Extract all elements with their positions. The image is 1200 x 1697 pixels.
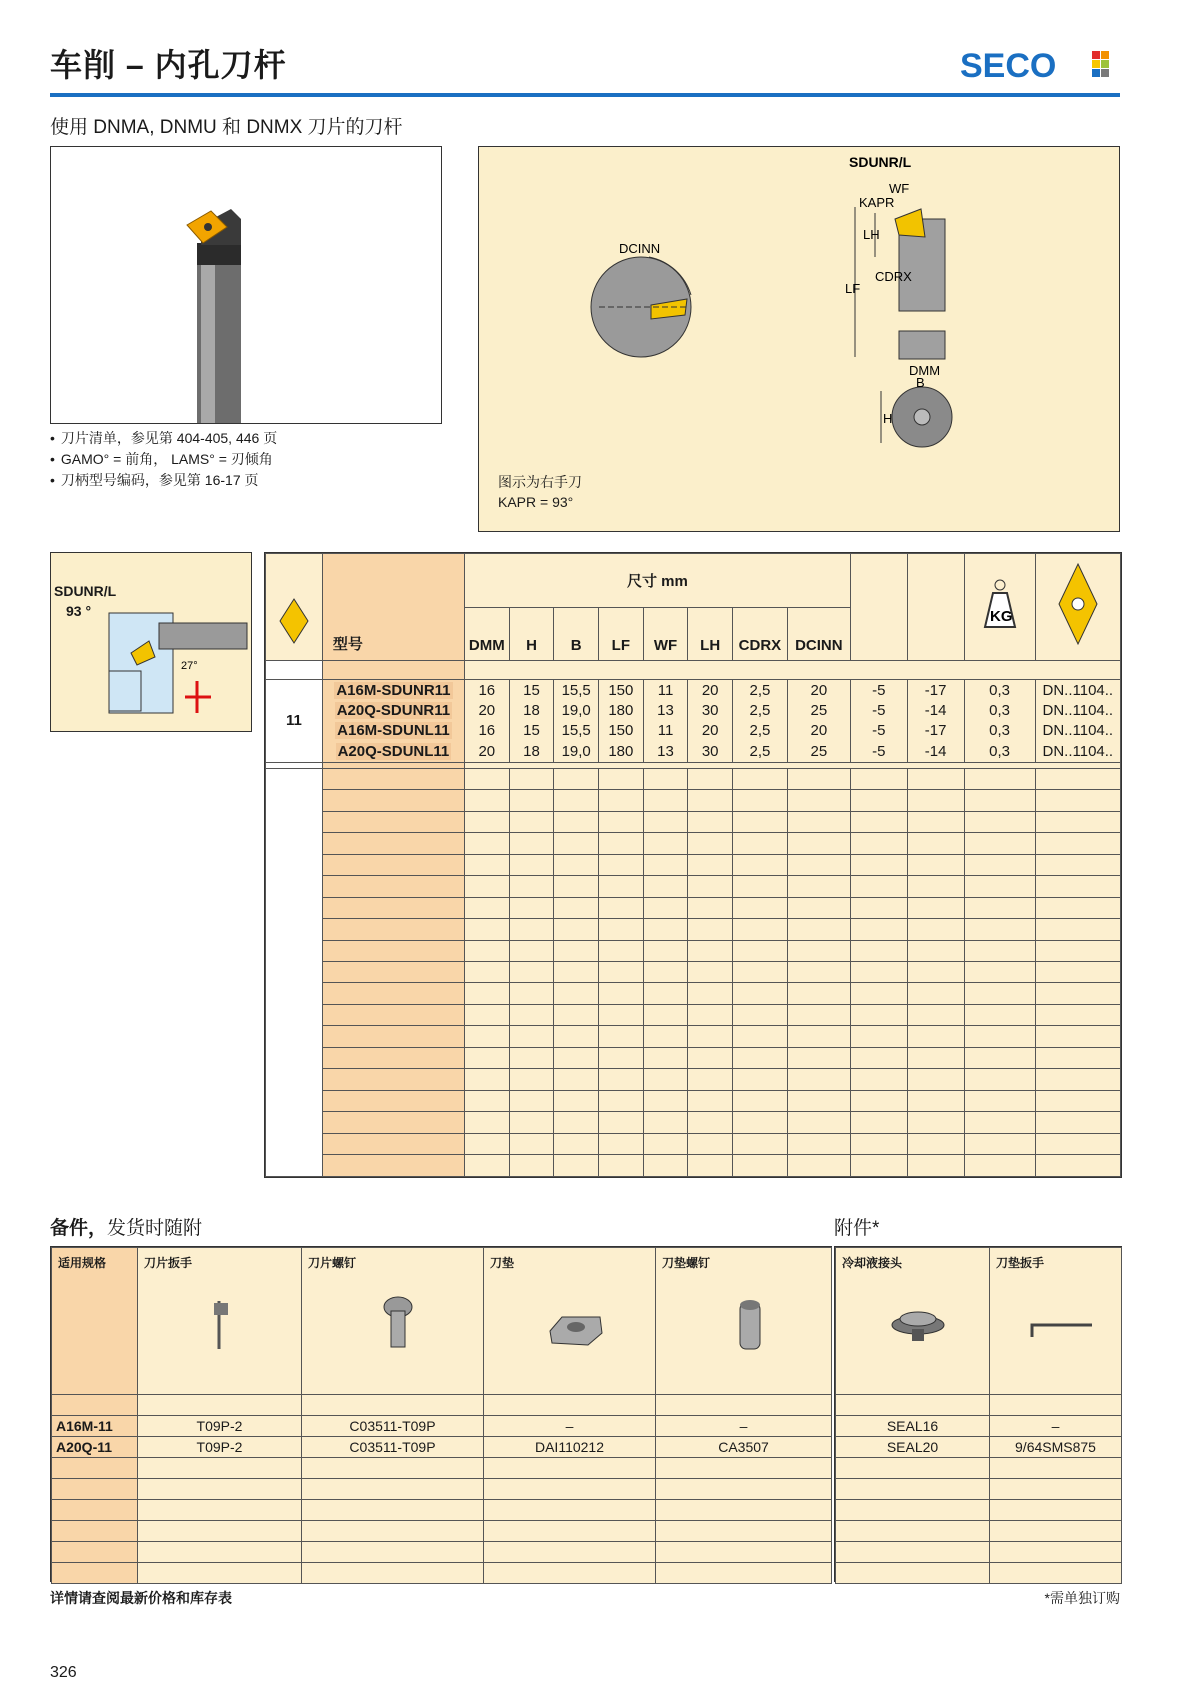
accessories-table: [834, 1246, 1122, 1582]
approach-angle-box: [50, 552, 252, 732]
spare-parts-table: [50, 1246, 832, 1582]
cell-cdrx: 2,5: [733, 700, 788, 720]
cell-cdrx: 2,5: [733, 741, 788, 762]
bullet-insert-list: • 刀片清单，参见第 404-405, 446 页: [50, 428, 277, 449]
cell-lams: -17: [907, 679, 964, 700]
insert-shape-header: [266, 554, 323, 661]
cell-lf: 180: [599, 700, 644, 720]
spare-parts-title-rest: 发货时随附: [107, 1218, 203, 1239]
cell-dmm: 20: [464, 741, 509, 762]
label-kapr: KAPR: [859, 195, 895, 210]
spec-cell: A20Q-11: [52, 1437, 138, 1458]
accessories-title: 附件*: [834, 1218, 880, 1239]
insert-key-icon: [144, 1271, 294, 1361]
cell-lh: 20: [688, 679, 733, 700]
cell-gamo: -5: [850, 679, 907, 700]
cell-dcinn: 25: [787, 700, 850, 720]
insert-key-cell: T09P-2: [138, 1416, 302, 1437]
insert-screw-icon: [308, 1271, 478, 1361]
cell-weight: 0,3: [964, 741, 1035, 762]
dimension-header: 尺寸 mm: [464, 554, 850, 608]
spare-parts-title: [50, 1213, 202, 1240]
cell-h: 18: [509, 741, 554, 762]
insert-screw-header: 刀片螺钉: [308, 1256, 357, 1270]
shim-cell: DAI110212: [484, 1437, 656, 1458]
cell-cdrx: 2,5: [733, 721, 788, 741]
cell-lf: 180: [599, 741, 644, 762]
cell-cdrx: 2,5: [733, 679, 788, 700]
coolant-fitting-icon: [842, 1271, 982, 1361]
side-box-small-angle: 27°: [181, 660, 198, 672]
logo-text: SECO: [960, 47, 1057, 82]
cell-dmm: 20: [464, 700, 509, 720]
cell-gamo: -5: [850, 741, 907, 762]
label-lf: LF: [845, 281, 861, 296]
label-wf: WF: [889, 181, 910, 196]
label-dcinn: DCINN: [619, 241, 661, 256]
col-dcinn: DCINN: [787, 607, 850, 661]
diagram-title: SDUNR/L: [849, 154, 912, 170]
col-wf: WF: [643, 607, 688, 661]
col-h: H: [509, 607, 554, 661]
page-title: 车削 – 内孔刀杆: [50, 47, 287, 83]
shim-cell: –: [484, 1416, 656, 1437]
shim-header: 刀垫: [490, 1256, 515, 1270]
shim-screw-cell: –: [656, 1416, 832, 1437]
table-row: [836, 1416, 1122, 1437]
cell-gamo: -5: [850, 700, 907, 720]
shim-icon: [490, 1271, 650, 1361]
cell-wf: 13: [643, 700, 688, 720]
cell-gamo: -5: [850, 721, 907, 741]
cell-dcinn: 25: [787, 741, 850, 762]
model-code: A20Q-SDUNR11: [336, 702, 451, 719]
note-kapr: KAPR = 93°: [498, 494, 574, 510]
insert-key-header: 刀片扳手: [144, 1256, 193, 1270]
cell-lh: 30: [688, 700, 733, 720]
label-lh: LH: [863, 227, 880, 242]
shim-screw-icon: [662, 1271, 832, 1361]
cell-h: 18: [509, 700, 554, 720]
cell-dcinn: 20: [787, 679, 850, 700]
diagram-note: [498, 472, 582, 512]
model-code: A20Q-SDUNL11: [337, 742, 450, 760]
insert-header: [1035, 554, 1120, 661]
cell-insert: DN..1104..: [1035, 741, 1120, 762]
side-box-label: SDUNR/L: [54, 583, 117, 599]
model-code: A16M-SDUNR11: [336, 681, 451, 699]
label-cdrx: CDRX: [875, 269, 912, 284]
col-lh: LH: [688, 607, 733, 661]
footer-note-left: 详情请查阅最新价格和库存表: [50, 1590, 232, 1606]
note-right-hand: 图示为右手刀: [498, 474, 582, 490]
coolant-cell: SEAL20: [836, 1437, 990, 1458]
side-box-angle: 93 °: [66, 603, 92, 619]
cell-insert: DN..1104..: [1035, 679, 1120, 700]
cell-wf: 11: [643, 721, 688, 741]
table-row: [266, 679, 1121, 700]
col-cdrx: CDRX: [733, 607, 788, 661]
spec-header: 适用规格: [52, 1248, 138, 1395]
spare-parts-title-bold: 备件，: [50, 1218, 108, 1239]
label-b: B: [916, 375, 925, 390]
table-row: [52, 1437, 832, 1458]
cell-weight: 0,3: [964, 700, 1035, 720]
page-number: 326: [50, 1664, 77, 1681]
coolant-header: 冷却液接头: [842, 1256, 903, 1270]
cell-h: 15: [509, 721, 554, 741]
weight-header: [964, 554, 1035, 661]
cell-insert: DN..1104..: [1035, 700, 1120, 720]
seco-logo: [960, 46, 1110, 82]
cell-lams: -14: [907, 700, 964, 720]
col-dmm: DMM: [464, 607, 509, 661]
cell-wf: 13: [643, 741, 688, 762]
header-rule: [50, 93, 1120, 97]
coolant-cell: SEAL16: [836, 1416, 990, 1437]
shim-screw-header: 刀垫螺钉: [662, 1256, 711, 1270]
table-row: [266, 700, 1121, 720]
shim-key-header: 刀垫扳手: [996, 1256, 1045, 1270]
cell-lams: -14: [907, 741, 964, 762]
insert-key-cell: T09P-2: [138, 1437, 302, 1458]
model-code: A16M-SDUNL11: [337, 722, 450, 740]
cell-wf: 11: [643, 679, 688, 700]
size-cell: 11: [266, 679, 323, 762]
cell-weight: 0,3: [964, 721, 1035, 741]
cell-dcinn: 20: [787, 721, 850, 741]
insert-screw-cell: C03511-T09P: [302, 1416, 484, 1437]
cell-lams: -17: [907, 721, 964, 741]
table-row: [52, 1416, 832, 1437]
cell-b: 15,5: [554, 721, 599, 741]
weight-label: KG: [989, 608, 1013, 626]
shim-key-cell: 9/64SMS875: [990, 1437, 1122, 1458]
insert-screw-cell: C03511-T09P: [302, 1437, 484, 1458]
cell-b: 19,0: [554, 700, 599, 720]
col-b: B: [554, 607, 599, 661]
cell-lf: 150: [599, 721, 644, 741]
col-lf: LF: [599, 607, 644, 661]
model-header: 型号: [322, 554, 464, 661]
cell-b: 15,5: [554, 679, 599, 700]
product-photo: [50, 146, 442, 424]
table-row: [266, 721, 1121, 741]
label-h: H: [883, 411, 893, 426]
bullet-angles: • GAMO° = 前角， LAMS° = 刃倾角: [50, 449, 277, 470]
cell-dmm: 16: [464, 679, 509, 700]
cell-b: 19,0: [554, 741, 599, 762]
cell-lh: 20: [688, 721, 733, 741]
page-subtitle: 使用 DNMA, DNMU 和 DNMX 刀片的刀杆: [50, 117, 403, 138]
shim-key-cell: –: [990, 1416, 1122, 1437]
table-row: [266, 741, 1121, 762]
cell-lf: 150: [599, 679, 644, 700]
cell-h: 15: [509, 679, 554, 700]
bullet-coding: • 刀柄型号编码，参见第 16-17 页: [50, 470, 277, 491]
cell-weight: 0,3: [964, 679, 1035, 700]
cell-insert: DN..1104..: [1035, 721, 1120, 741]
spec-cell: A16M-11: [52, 1416, 138, 1437]
info-bullets: [50, 428, 277, 491]
holder-table: [264, 552, 1122, 1178]
shim-screw-cell: CA3507: [656, 1437, 832, 1458]
cell-lh: 30: [688, 741, 733, 762]
label-dmm: DMM: [909, 363, 941, 378]
footer-note-right: *需单独订购: [1044, 1590, 1120, 1606]
shim-key-icon: [996, 1271, 1116, 1361]
cell-dmm: 16: [464, 721, 509, 741]
table-row: [836, 1437, 1122, 1458]
